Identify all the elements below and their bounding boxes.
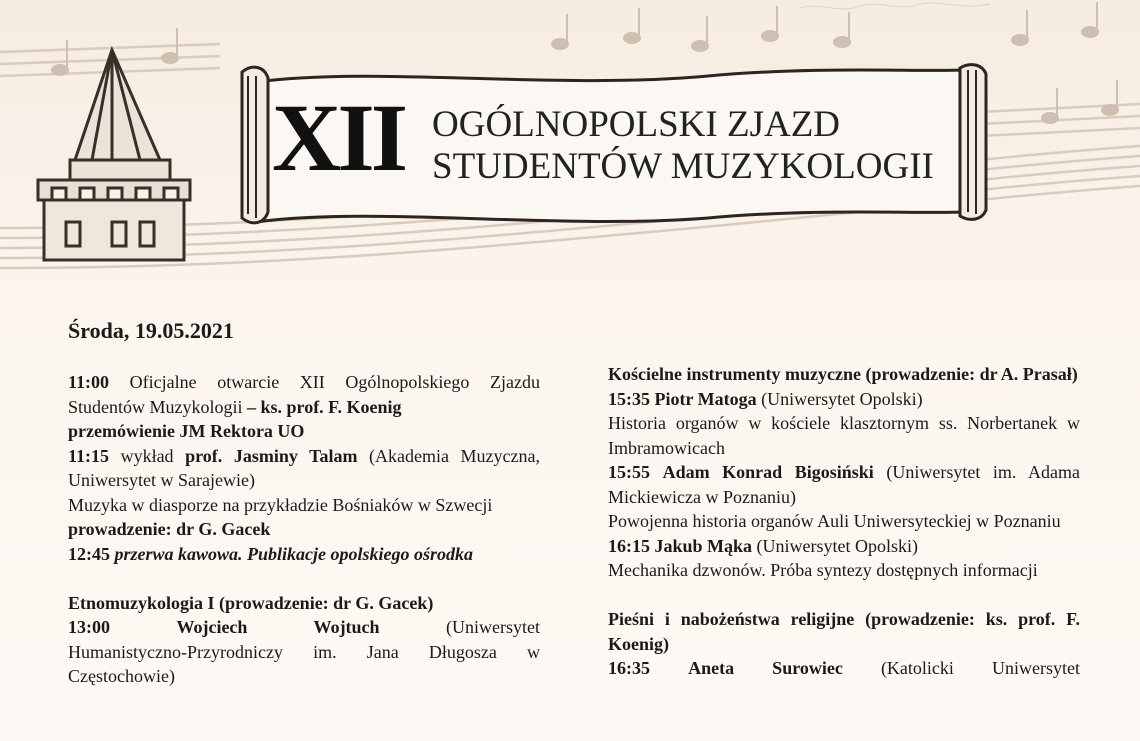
item-text: wykład	[109, 445, 186, 466]
schedule-item	[68, 370, 540, 419]
time: 16:35	[608, 658, 650, 678]
schedule-right-column	[608, 362, 1080, 681]
time: 13:00	[68, 617, 110, 637]
time: 16:15	[608, 535, 650, 556]
time: 11:00	[68, 372, 110, 392]
schedule-item	[68, 615, 540, 640]
day-heading: Środa, 19.05.2021	[68, 318, 234, 343]
item-text: Oficjalne otwarcie XII Ogólnopolskiego Zjazdu Studentów Muzykologii	[68, 372, 540, 417]
break-text: przerwa kawowa. Publikacje opolskiego ośrodka	[110, 543, 474, 564]
schedule-item	[608, 534, 1080, 559]
time: 12:45	[68, 543, 110, 564]
schedule-item	[68, 542, 540, 567]
tower-illustration	[38, 50, 190, 260]
affiliation-continued: Humanistyczno-Przyrodniczy im. Jana Długosza w Częstochowie)	[68, 641, 540, 686]
affiliation: (Uniwersytet	[446, 617, 540, 637]
speaker: Adam Konrad Bigosiński	[662, 462, 874, 482]
roman-numeral: XII	[272, 84, 405, 191]
title-line-1: OGÓLNOPOLSKI ZJAZD	[432, 104, 841, 145]
schedule-left-column	[68, 370, 540, 689]
time: 15:55	[608, 462, 650, 482]
section-heading: Kościelne instrumenty muzyczne (prowadzenie: dr A. Prasał)	[608, 364, 1078, 384]
speaker: prof. Jasminy Talam	[185, 445, 358, 466]
speech-note: przemówienie JM Rektora UO	[68, 421, 305, 441]
speaker: – ks. prof. F. Koenig	[247, 396, 402, 417]
title-line-2: STUDENTÓW MUZYKOLOGII	[432, 146, 934, 187]
schedule-item	[68, 444, 540, 493]
talk-title: Powojenna historia organów Auli Uniwersyteckiej w Poznaniu	[608, 511, 1061, 531]
speaker: Jakub Mąka	[654, 535, 753, 556]
schedule-item	[608, 656, 1080, 681]
event-title	[272, 84, 972, 198]
schedule-item	[608, 460, 1080, 509]
talk-title: Muzyka w diasporze na przykładzie Bośniaków w Szwecji	[68, 494, 493, 515]
schedule-item	[608, 387, 1080, 412]
talk-title: Historia organów w kościele klasztornym ss. Norbertanek w Imbramowicach	[608, 413, 1080, 458]
section-heading: Pieśni i nabożeństwa religijne (prowadzenie: ks. prof. F. Koenig)	[608, 609, 1080, 654]
speaker: Wojciech Wojtuch	[176, 617, 380, 637]
affiliation: (Uniwersytet Opolski)	[756, 388, 923, 409]
affiliation: (Uniwersytet Opolski)	[752, 535, 919, 556]
affiliation: (Katolicki Uniwersytet	[880, 658, 1080, 678]
section-heading: Etnomuzykologia I (prowadzenie: dr G. Gacek)	[68, 592, 434, 613]
speaker: Aneta Surowiec	[688, 658, 843, 678]
time: 15:35	[608, 388, 650, 409]
schedule-item	[68, 419, 540, 444]
time: 11:15	[68, 445, 110, 466]
affiliation: (Uniwersytet im. Adama Mickiewicza w Poznaniu)	[608, 462, 1080, 507]
moderator: prowadzenie: dr G. Gacek	[68, 519, 271, 539]
talk-title: Mechanika dzwonów. Próba syntezy dostępnych informacji	[608, 560, 1038, 580]
affiliation: (Akademia Muzyczna, Uniwersytet w Sarajewie)	[68, 445, 540, 490]
speaker: Piotr Matoga	[654, 388, 757, 409]
handwritten-score	[800, 3, 990, 9]
